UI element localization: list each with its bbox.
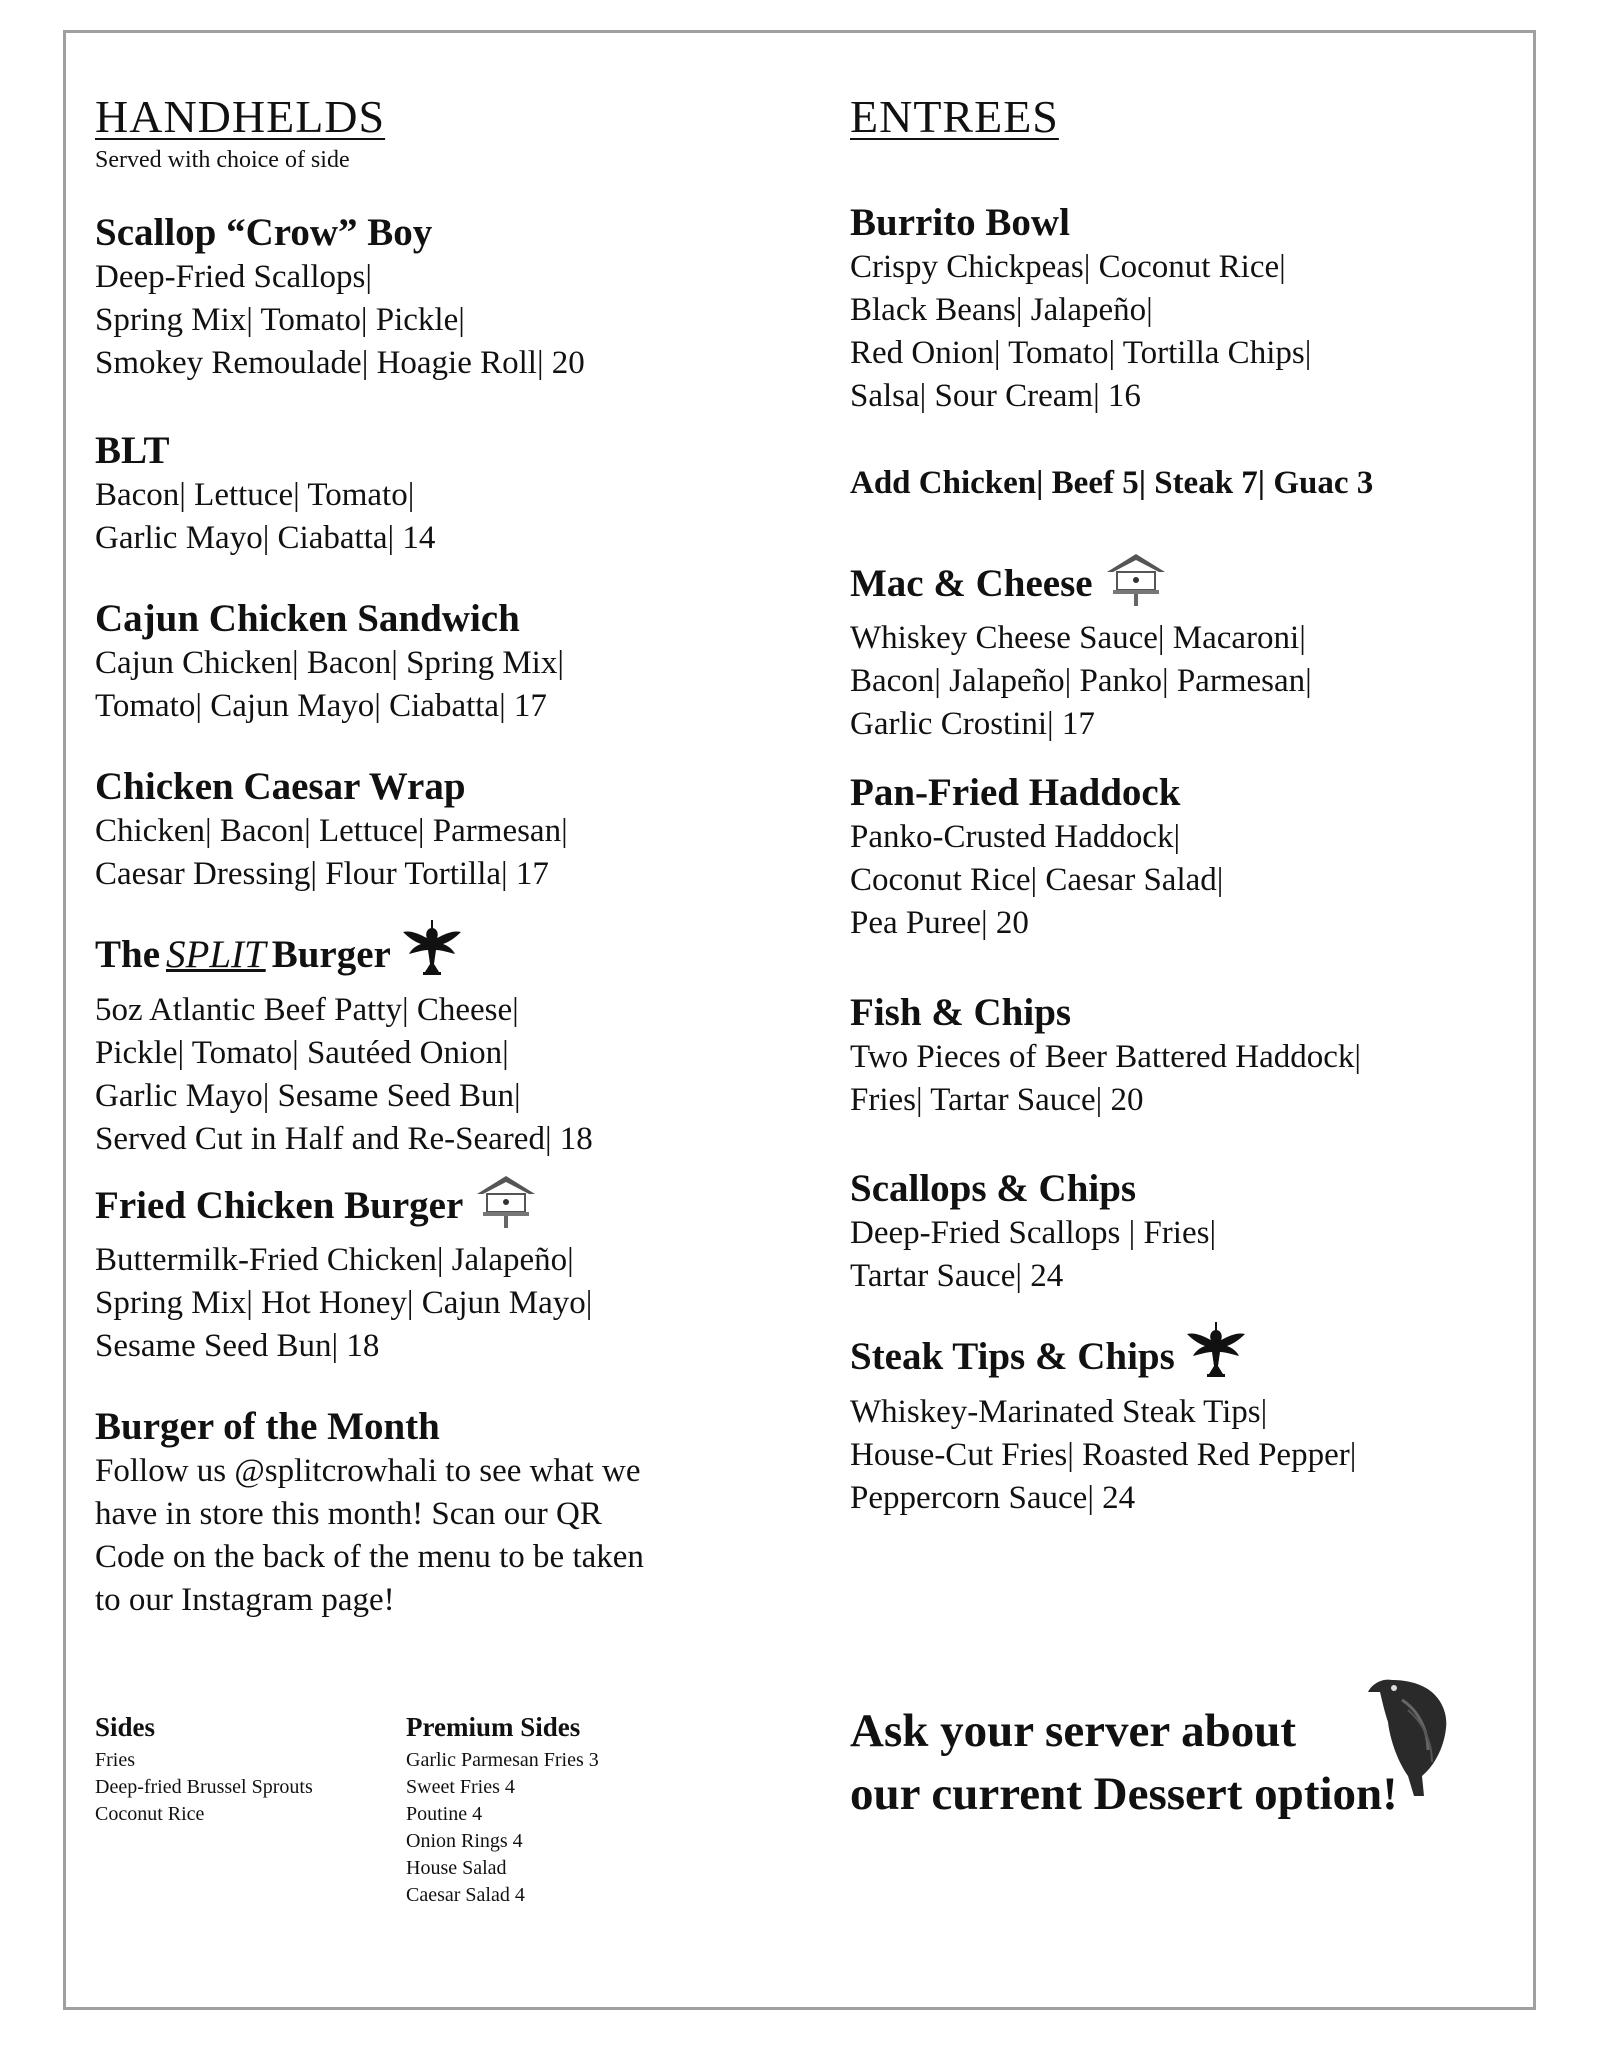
menu-item (850, 990, 1361, 1122)
birdhouse-icon (1103, 550, 1169, 617)
item-name-text: Fried Chicken Burger (95, 1183, 464, 1227)
item-desc: Follow us @splitcrowhali to see what we have in store this month! Scan our QR Code on the back of the menu to be taken to our Instagram page! (95, 1453, 644, 1618)
item-desc: 5oz Atlantic Beef Patty| Cheese| Pickle| Tomato| Sautéed Onion| Garlic Mayo| Sesame Seed Bun| Served Cut in Half and Re-Seared| 18 (95, 992, 593, 1157)
menu-item (95, 210, 585, 385)
entrees-title: ENTREES (850, 91, 1059, 142)
crow-vane-icon (1185, 1322, 1247, 1391)
side-item: Coconut Rice (95, 1803, 205, 1825)
item-name (850, 1322, 1356, 1391)
item-name (95, 1172, 592, 1239)
item-name-text: Mac & Cheese (850, 561, 1093, 605)
item-name: Burger of the Month (95, 1405, 440, 1448)
item-name (850, 550, 1312, 617)
menu-item (95, 1404, 644, 1622)
item-desc: Deep-Fried Scallops | Fries| Tartar Sauce| 24 (850, 1215, 1217, 1294)
premium-side-item: Caesar Salad 4 (406, 1884, 525, 1906)
dessert-line-2: our current Dessert option! (850, 1768, 1398, 1820)
item-desc: Deep-Fried Scallops| Spring Mix| Tomato| Pickle| Smokey Remoulade| Hoagie Roll| 20 (95, 259, 585, 381)
item-desc: Whiskey-Marinated Steak Tips| House-Cut Fries| Roasted Red Pepper| Peppercorn Sauce| 24 (850, 1394, 1357, 1516)
item-desc: Buttermilk-Fried Chicken| Jalapeño| Spring Mix| Hot Honey| Cajun Mayo| Sesame Seed Bun| 18 (95, 1242, 593, 1364)
item-name-split: SPLIT (166, 932, 266, 976)
item-name: BLT (95, 429, 170, 472)
item-name-prefix: The (95, 932, 161, 976)
handhelds-subtitle: Served with choice of side (95, 147, 350, 173)
item-desc: Bacon| Lettuce| Tomato| Garlic Mayo| Ciabatta| 14 (95, 477, 436, 556)
birdhouse-icon (473, 1172, 539, 1239)
premium-side-item: Onion Rings 4 (406, 1830, 523, 1852)
side-item: Fries (95, 1749, 135, 1771)
premium-side-item: Poutine 4 (406, 1803, 483, 1825)
item-desc: Chicken| Bacon| Lettuce| Parmesan| Caesar Dressing| Flour Tortilla| 17 (95, 813, 568, 892)
premium-side-item: Sweet Fries 4 (406, 1776, 515, 1798)
handhelds-header (95, 90, 385, 174)
item-name: Burrito Bowl (850, 201, 1070, 244)
menu-item (95, 596, 564, 728)
item-desc: Whiskey Cheese Sauce| Macaroni| Bacon| Jalapeño| Panko| Parmesan| Garlic Crostini| 17 (850, 620, 1312, 742)
dessert-note (850, 1700, 1398, 1826)
sides-title: Sides (95, 1712, 156, 1742)
crow-vane-icon (401, 920, 463, 989)
item-desc: Crispy Chickpeas| Coconut Rice| Black Beans| Jalapeño| Red Onion| Tomato| Tortilla Chips| Salsa| Sour Cream| 16 (850, 249, 1312, 414)
premium-sides-list (406, 1747, 599, 1909)
item-name: Chicken Caesar Wrap (95, 765, 466, 808)
menu-item (850, 200, 1311, 418)
premium-sides-title: Premium Sides (406, 1712, 581, 1742)
item-name: Fish & Chips (850, 991, 1072, 1034)
item-name-suffix: Burger (271, 932, 391, 976)
menu-item (95, 428, 435, 560)
entrees-header (850, 90, 1059, 143)
item-name-text: Steak Tips & Chips (850, 1334, 1175, 1378)
item-name: Cajun Chicken Sandwich (95, 597, 520, 640)
item-desc: Two Pieces of Beer Battered Haddock| Fries| Tartar Sauce| 20 (850, 1039, 1362, 1118)
menu-item (850, 550, 1312, 746)
menu-item (850, 770, 1223, 945)
side-item: Deep-fried Brussel Sprouts (95, 1776, 313, 1798)
item-name: Scallops & Chips (850, 1167, 1137, 1210)
item-desc: Panko-Crusted Haddock| Coconut Rice| Caesar Salad| Pea Puree| 20 (850, 819, 1224, 941)
menu-item (95, 1172, 592, 1368)
sides-section (95, 1712, 313, 1828)
sides-list (95, 1747, 313, 1828)
item-name: Pan-Fried Haddock (850, 771, 1181, 814)
item-name: Scallop “Crow” Boy (95, 211, 433, 254)
premium-side-item: Garlic Parmesan Fries 3 (406, 1749, 599, 1771)
entree-addon: Add Chicken| Beef 5| Steak 7| Guac 3 (850, 465, 1374, 501)
item-name (95, 920, 593, 989)
premium-side-item: House Salad (406, 1857, 507, 1879)
menu-item (95, 764, 568, 896)
menu-item (850, 1166, 1216, 1298)
premium-sides-section (406, 1712, 599, 1909)
item-desc: Cajun Chicken| Bacon| Spring Mix| Tomato| Cajun Mayo| Ciabatta| 17 (95, 645, 564, 724)
menu-item (95, 920, 593, 1161)
handhelds-title: HANDHELDS (95, 91, 386, 142)
dessert-line-1: Ask your server about (850, 1705, 1297, 1757)
menu-item (850, 1322, 1356, 1520)
